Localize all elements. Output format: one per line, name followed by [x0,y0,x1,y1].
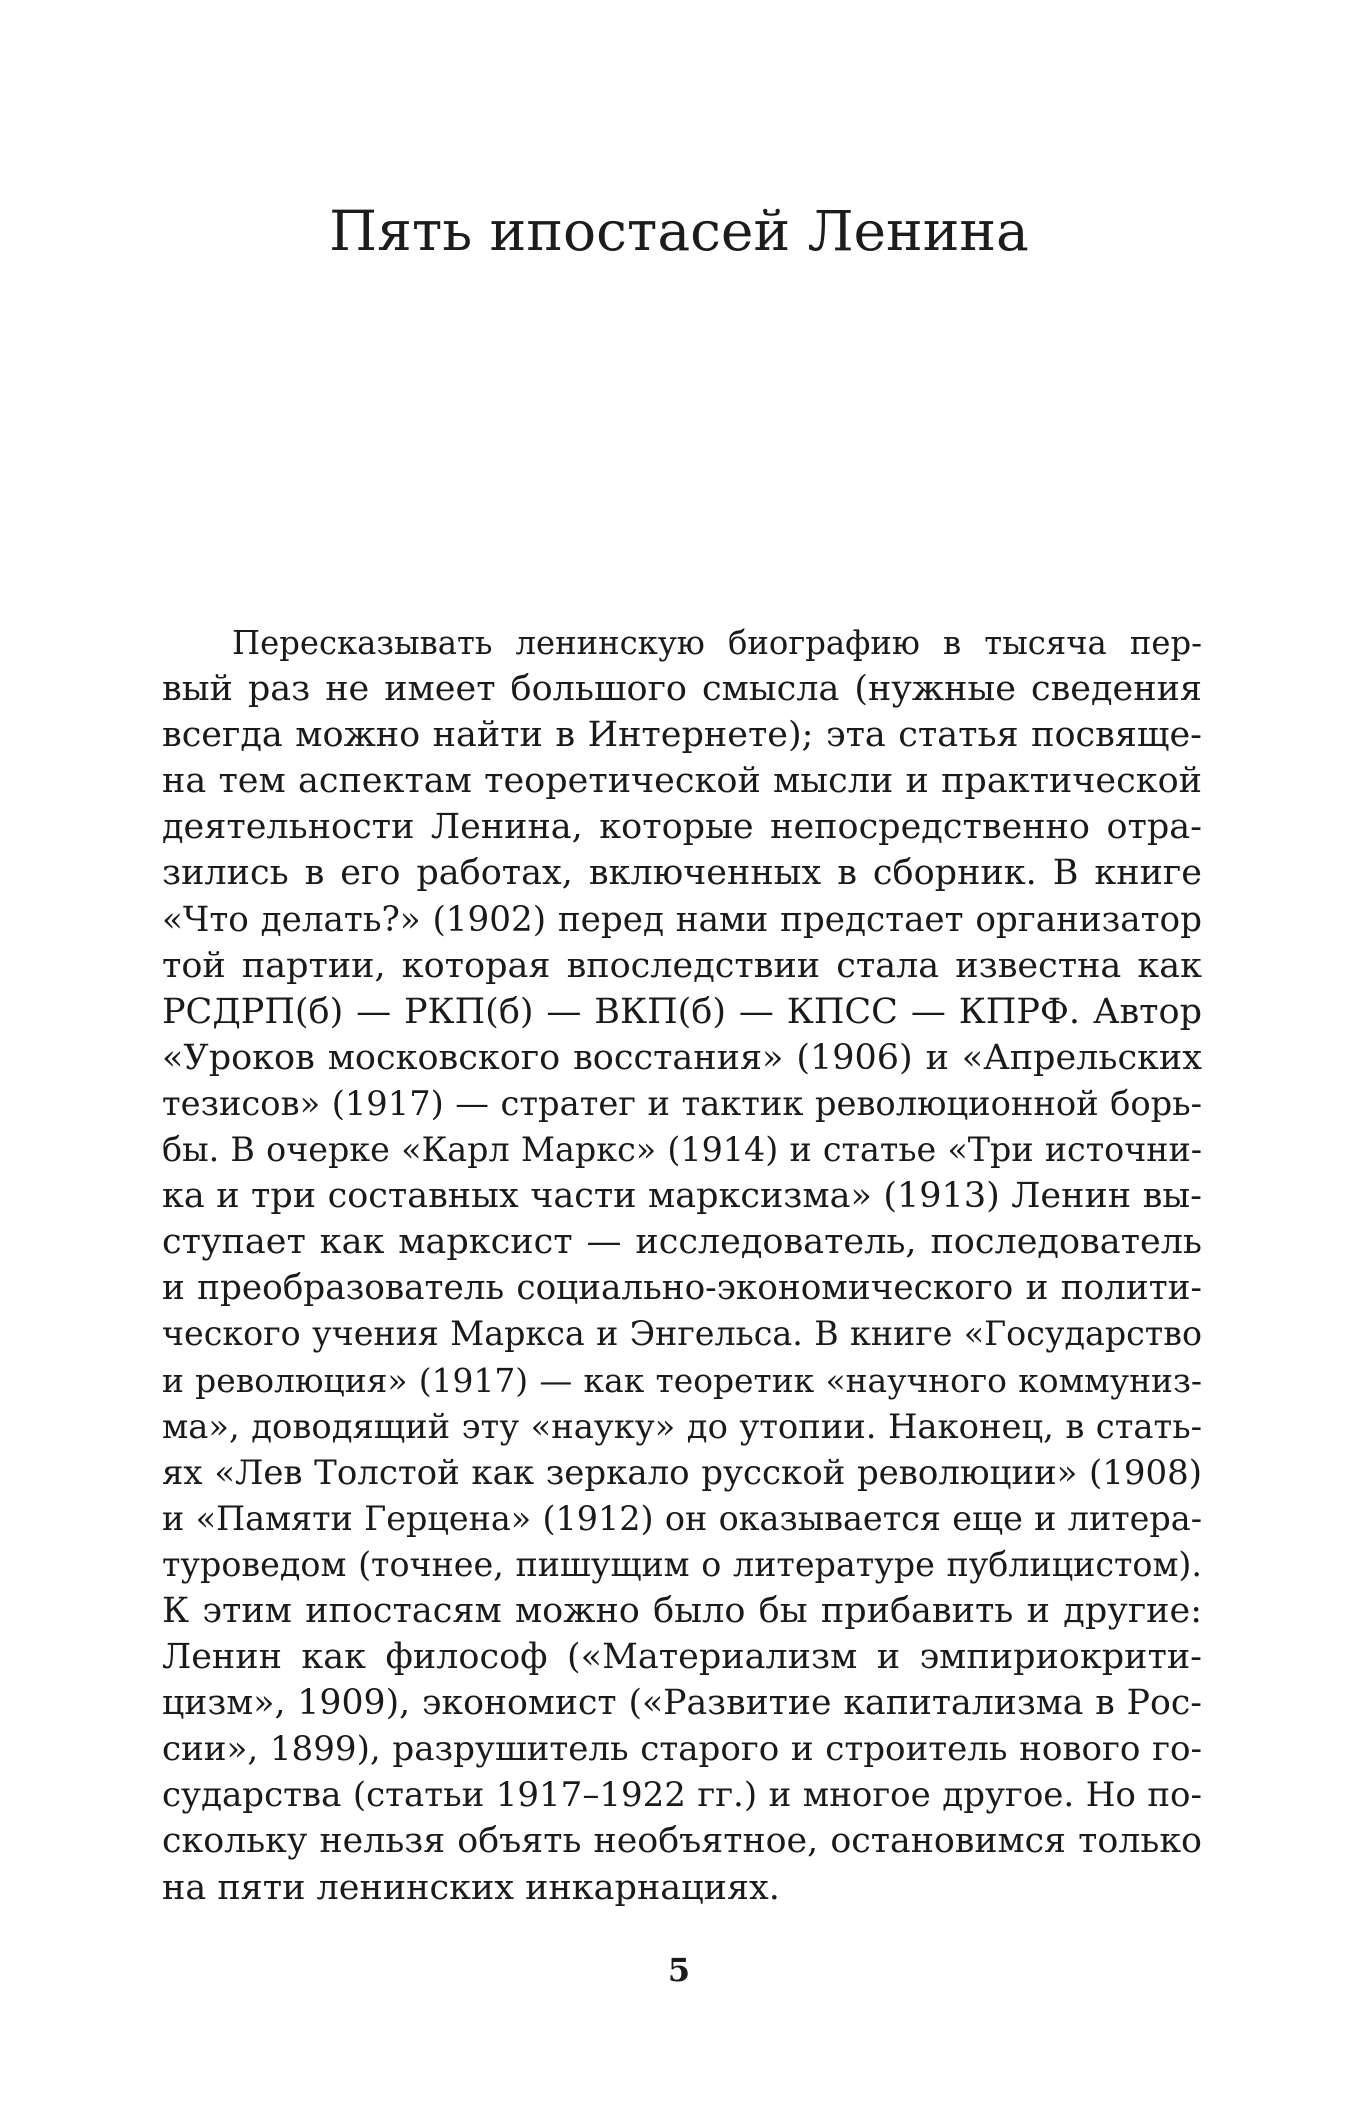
paragraph-line: «Уроков московского восстания» (1906) и «Апрельских [162,1037,1202,1078]
paragraph-line: вый раз не имеет большого смысла (нужные сведения [162,669,1202,710]
paragraph-line: цизм», 1909), экономист («Развитие капитализма в Рос- [162,1683,1202,1724]
paragraph-line: Ленин как философ («Материализм и эмпириокрити- [162,1637,1202,1678]
paragraph-line: скольку нельзя объять необъятное, остановимся только [162,1821,1202,1862]
paragraph-line: К этим ипостасям можно было бы прибавить и другие: [162,1590,1202,1631]
paragraph-line: на тем аспектам теоретической мысли и практической [162,761,1202,802]
paragraph-line: ческого учения Маркса и Энгельса. В книге «Государство [162,1314,1202,1354]
paragraph-line: той партии, которая впоследствии стала известна как [162,945,1202,986]
paragraph-line: на пяти ленинских инкарнациях. [162,1867,780,1908]
paragraph-line: деятельности Ленина, которые непосредственно отра- [162,807,1202,848]
paragraph-line: туроведом (точнее, пишущим о литературе публицистом). [162,1544,1202,1584]
paragraph-line: бы. В очерке «Карл Маркс» (1914) и статье «Три источни- [162,1130,1202,1170]
paragraph-line: тезисов» (1917) — стратег и тактик революционной борь- [162,1083,1202,1123]
chapter-title: Пять ипостасей Ленина [329,199,1029,263]
paragraph-line: и «Памяти Герцена» (1912) он оказывается еще и литера- [162,1498,1202,1538]
paragraph-line: всегда можно найти в Интернете); эта статья посвяще- [162,715,1202,756]
paragraph-line: сии», 1899), разрушитель старого и строитель нового го- [162,1729,1202,1770]
paragraph-line: «Что делать?» (1902) перед нами предстает организатор [162,899,1202,940]
paragraph-line: РСДРП(б) — РКП(б) — ВКП(б) — КПСС — КПРФ. Автор [162,991,1202,1032]
paragraph-line: ступает как марксист — исследователь, последователь [162,1222,1202,1263]
paragraph-line: ма», доводящий эту «науку» до утопии. Наконец, в стать- [162,1406,1202,1446]
paragraph-line: и революция» (1917) — как теоретик «научного коммуниз- [162,1360,1202,1400]
paragraph-line: Пересказывать ленинскую биографию в тысяча пер- [232,624,1202,662]
body-paragraph [162,620,1202,1911]
paragraph-line: сударства (статьи 1917–1922 гг.) и многое другое. Но по- [162,1775,1202,1816]
paragraph-line: ях «Лев Толстой как зеркало русской революции» (1908) [162,1452,1202,1493]
paragraph-line: ка и три составных части марксизма» (1913) Ленин вы- [162,1176,1202,1217]
paragraph-line: и преобразователь социально-экономического и полити- [162,1268,1202,1309]
paragraph-line: зились в его работах, включенных в сборник. В книге [162,853,1202,894]
page-number: 5 [667,1951,691,1989]
